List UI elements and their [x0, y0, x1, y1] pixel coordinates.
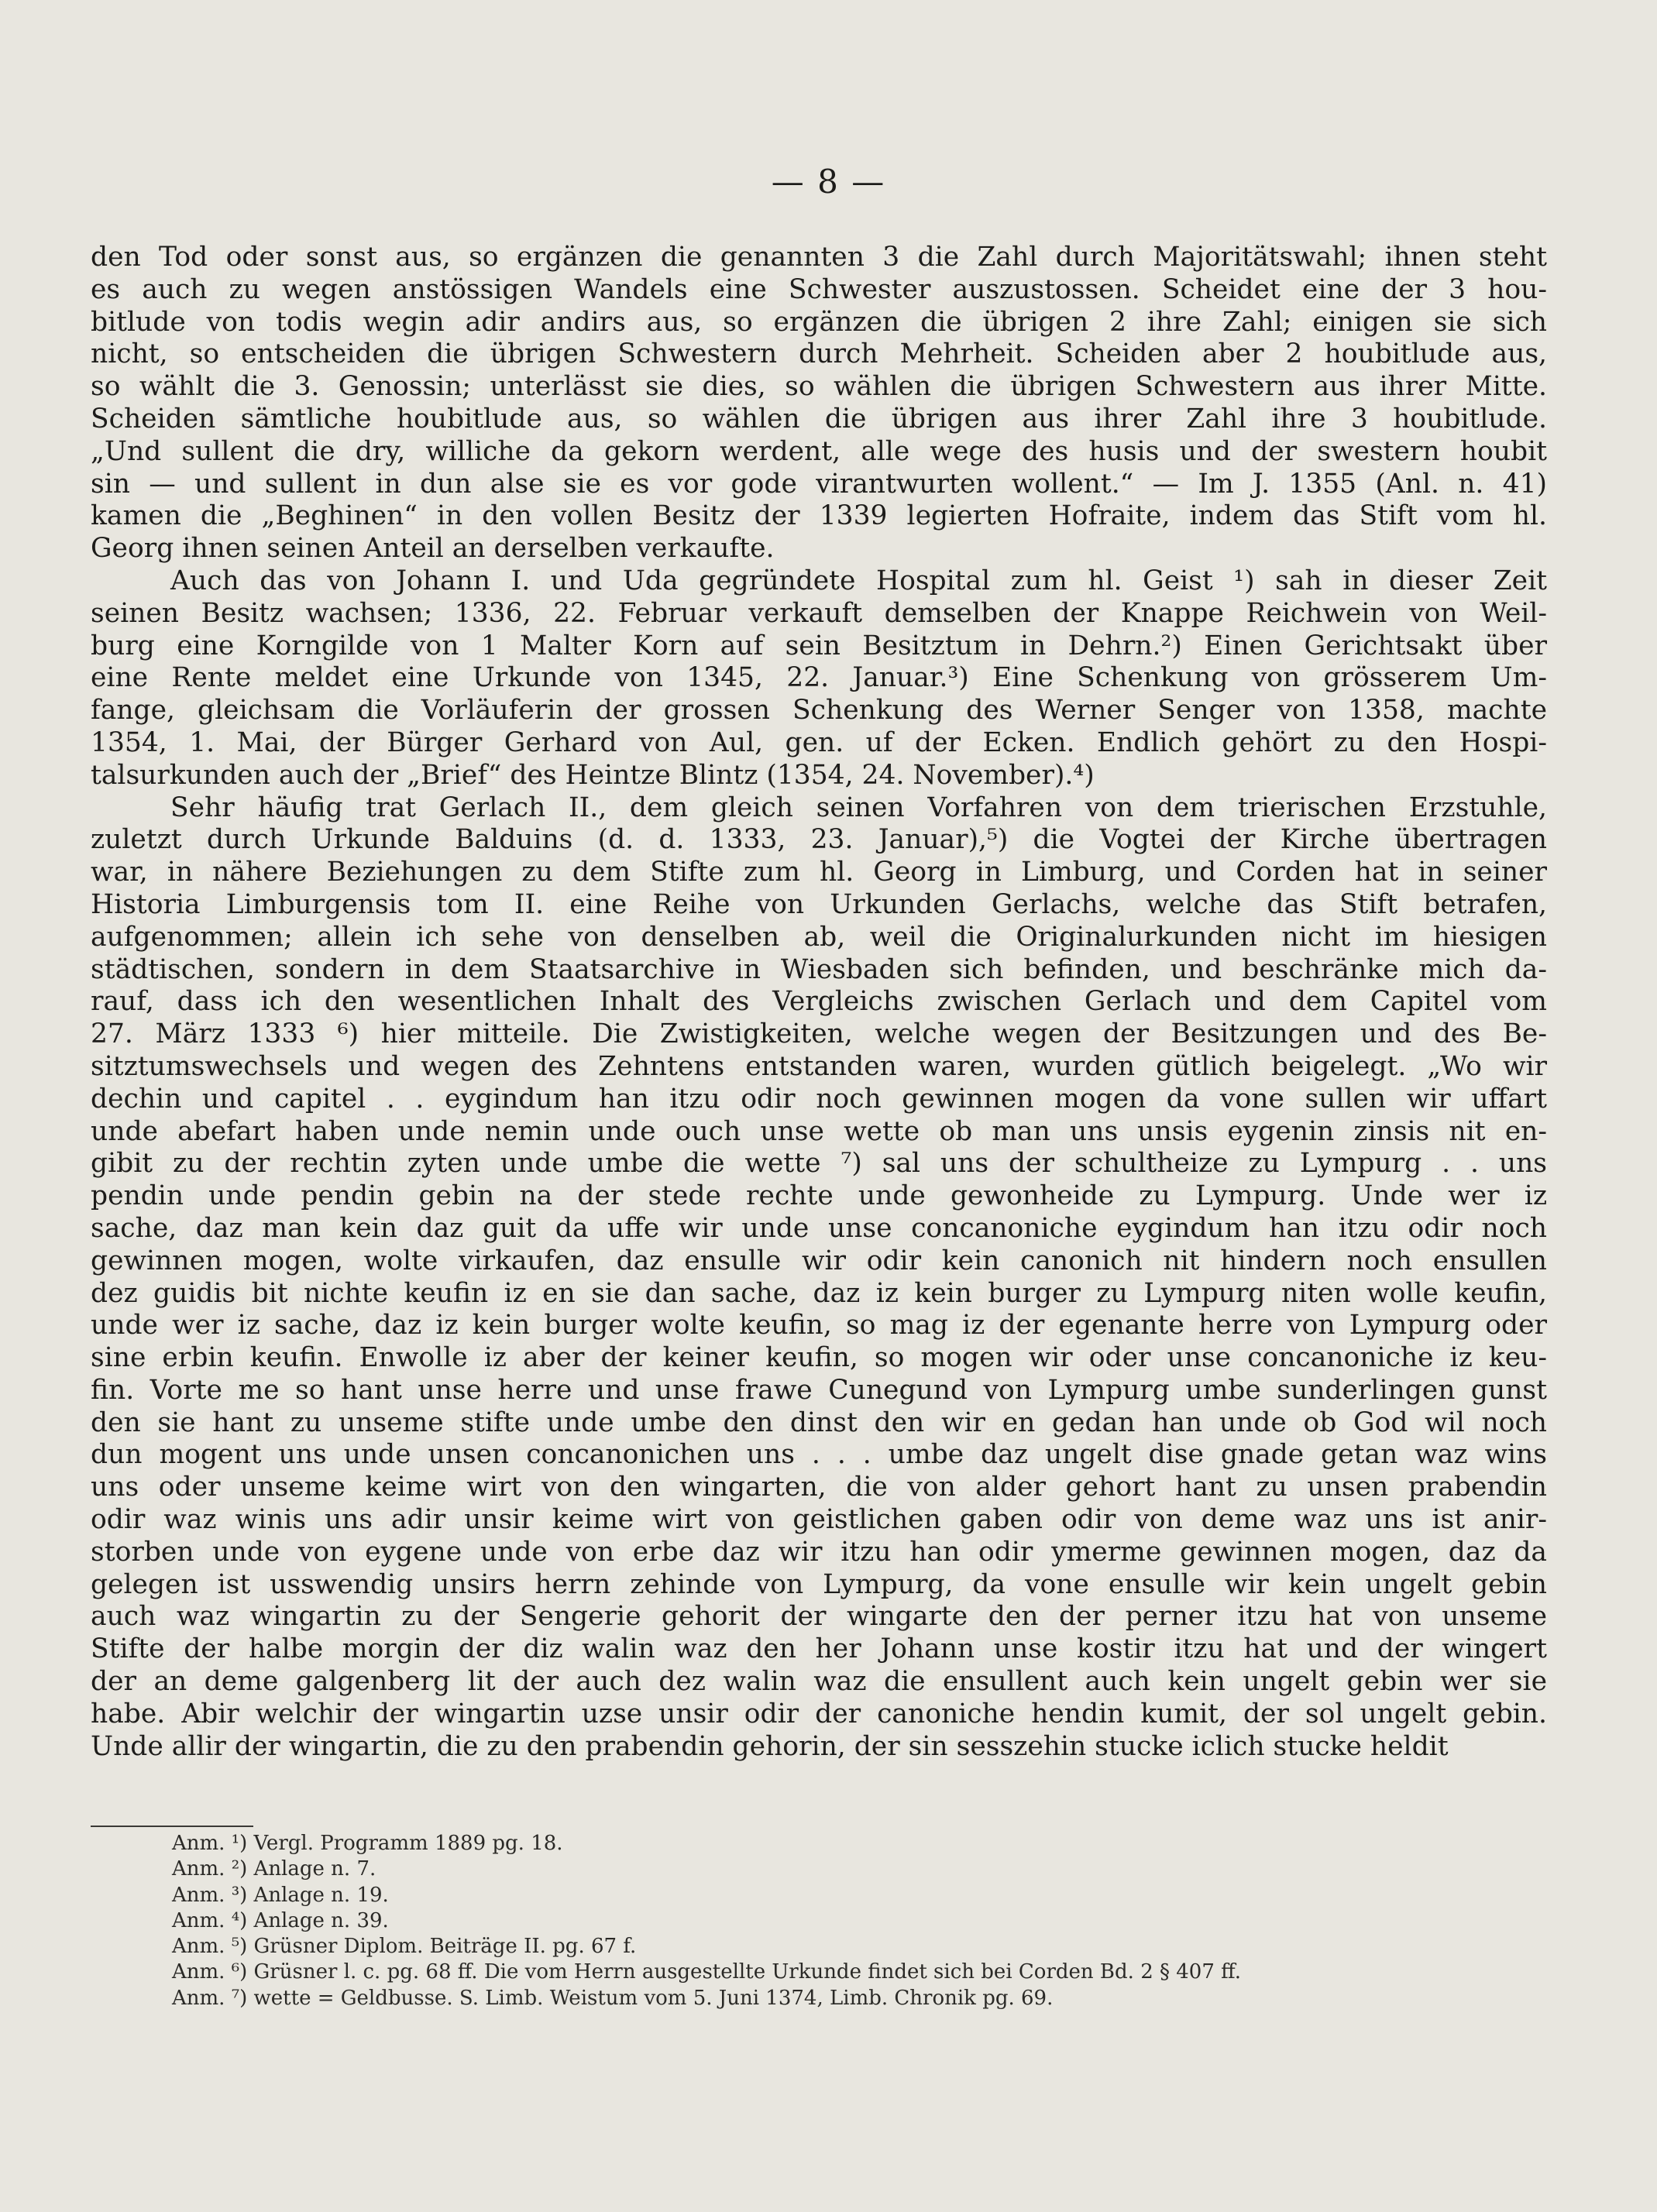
text-line: unde wer iz sache, daz iz kein burger wolte keufin, so mag iz der egenante herre von Lympurg oder	[91, 1310, 1547, 1341]
footnote: Anm. ⁶) Grüsner l. c. pg. 68 ff. Die vom Herrn ausgestellte Urkunde findet sich bei Corden Bd. 2 § 407 ff.	[172, 1960, 1241, 1984]
text-line: uns oder unseme keime wirt von den wingarten, die von alder gehort hant zu unsen prabendin	[91, 1472, 1547, 1503]
page-number: — 8 —	[771, 163, 886, 201]
text-line: sache, daz man kein daz guit da uffe wir unde unse concanoniche eygindum han itzu odir noch	[91, 1212, 1547, 1244]
text-line: odir waz winis uns adir unsir keime wirt von geistlichen gaben odir von deme waz uns ist anir-	[91, 1504, 1547, 1536]
paragraph	[91, 242, 1547, 565]
text-line: Stifte der halbe morgin der diz walin waz den her Johann unse kostir itzu hat und der wingert	[91, 1633, 1547, 1665]
text-line: kamen die „Beghinen“ in den vollen Besitz der 1339 legierten Hofraite, indem das Stift vom hl.	[91, 500, 1547, 532]
text-line: storben unde von eygene unde von erbe daz wir itzu han odir ymerme gewinnen mogen, daz da	[91, 1536, 1547, 1568]
text-line: Unde allir der wingartin, die zu den prabendin gehorin, der sin sesszehin stucke iclich stucke heldit	[91, 1730, 1449, 1762]
text-line: seinen Besitz wachsen; 1336, 22. Februar verkauft demselben der Knappe Reichwein von Weil-	[91, 597, 1547, 629]
text-line: so wählt die 3. Genossin; unterlässt sie dies, so wählen die übrigen Schwestern aus ihrer Mitte.	[91, 371, 1547, 403]
text-line: fin. Vorte me so hant unse herre und unse frawe Cunegund von Lympurg umbe sunderlingen gunst	[91, 1374, 1547, 1406]
text-line: bitlude von todis wegin adir andirs aus, so ergänzen die übrigen 2 ihre Zahl; einigen sie sich	[91, 306, 1547, 338]
footnote: Anm. ¹) Vergl. Programm 1889 pg. 18.	[172, 1832, 563, 1855]
text-line: nicht, so entscheiden die übrigen Schwestern durch Mehrheit. Scheiden aber 2 houbitlude aus,	[91, 338, 1547, 370]
text-line: Georg ihnen seinen Anteil an derselben verkaufte.	[91, 533, 775, 565]
footnote-divider	[91, 1826, 253, 1827]
text-line: talsurkunden auch der „Brief“ des Heintze Blintz (1354, 24. November).⁴)	[91, 759, 1095, 791]
text-line: aufgenommen; allein ich sehe von denselben ab, weil die Originalurkunden nicht im hiesigen	[91, 921, 1547, 953]
footnote: Anm. ⁵) Grüsner Diplom. Beiträge II. pg. 67 f.	[172, 1935, 637, 1959]
text-line: unde abefart haben unde nemin unde ouch unse wette ob man uns unsis eygenin zinsis nit en-	[91, 1115, 1547, 1147]
text-line: Sehr häufig trat Gerlach II., dem gleich seinen Vorfahren von dem trierischen Erzstuhle,	[170, 792, 1547, 823]
text-line: „Und sullent die dry, williche da gekorn werdent, alle wege des husis und der swestern houbit	[91, 435, 1547, 467]
text-line: Scheiden sämtliche houbitlude aus, so wählen die übrigen aus ihrer Zahl ihre 3 houbitlude.	[91, 403, 1547, 434]
text-line: dun mogent uns unde unsen concanonichen uns . . . umbe daz ungelt dise gnade getan waz wins	[91, 1439, 1547, 1471]
footnote: Anm. ⁴) Anlage n. 39.	[172, 1908, 389, 1932]
text-line: pendin unde pendin gebin na der stede rechte unde gewonheide zu Lympurg. Unde wer iz	[91, 1180, 1547, 1212]
text-line: städtischen, sondern in dem Staatsarchive in Wiesbaden sich befinden, und beschränke mich da-	[91, 953, 1547, 985]
text-line: burg eine Korngilde von 1 Malter Korn auf sein Besitztum in Dehrn.²) Einen Gerichtsakt über	[91, 630, 1547, 661]
text-line: 1354, 1. Mai, der Bürger Gerhard von Aul, gen. uf der Ecken. Endlich gehört zu den Hospi-	[91, 726, 1547, 758]
footnote: Anm. ³) Anlage n. 19.	[172, 1883, 389, 1907]
text-line: dechin und capitel . . eygindum han itzu odir noch gewinnen mogen da vone sullen wir uffart	[91, 1083, 1547, 1115]
footnotes	[172, 1831, 1551, 2011]
text-line: Auch das von Johann I. und Uda gegründete Hospital zum hl. Geist ¹) sah in dieser Zeit	[170, 565, 1547, 596]
footnote: Anm. ⁷) wette = Geldbusse. S. Limb. Weistum vom 5. Juni 1374, Limb. Chronik pg. 69.	[172, 1986, 1054, 2010]
text-line: habe. Abir welchir der wingartin uzse unsir odir der canoniche hendin kumit, der sol ungelt gebin.	[91, 1698, 1547, 1729]
text-line: zuletzt durch Urkunde Balduins (d. d. 1333, 23. Januar),⁵) die Vogtei der Kirche übertragen	[91, 824, 1547, 856]
footnote: Anm. ²) Anlage n. 7.	[172, 1857, 376, 1881]
text-line: fange, gleichsam die Vorläuferin der grossen Schenkung des Werner Senger von 1358, machte	[91, 695, 1547, 726]
paragraph	[91, 565, 1547, 792]
text-line: eine Rente meldet eine Urkunde von 1345, 22. Januar.³) Eine Schenkung von grösserem Um-	[91, 662, 1547, 694]
text-line: dez guidis bit nichte keufin iz en sie dan sache, daz iz kein burger zu Lympurg niten wolle keufin,	[91, 1277, 1547, 1309]
text-line: rauf, dass ich den wesentlichen Inhalt des Vergleichs zwischen Gerlach und dem Capitel vom	[91, 986, 1547, 1018]
text-line: Historia Limburgensis tom II. eine Reihe von Urkunden Gerlachs, welche das Stift betrafen,	[91, 888, 1547, 920]
text-line: der an deme galgenberg lit der auch dez walin waz die ensullent auch kein ungelt gebin wer sie	[91, 1666, 1547, 1698]
text-line: gelegen ist usswendig unsirs herrn zehinde von Lympurg, da vone ensulle wir kein ungelt gebin	[91, 1568, 1547, 1600]
text-line: sine erbin keufin. Enwolle iz aber der keiner keufin, so mogen wir oder unse concanoniche iz keu-	[91, 1342, 1547, 1374]
text-line: sin — und sullent in dun alse sie es vor gode virantwurten wollent.“ — Im J. 1355 (Anl. n. 41)	[91, 468, 1547, 500]
body-text	[91, 242, 1547, 1763]
text-line: gewinnen mogen, wolte virkaufen, daz ensulle wir odir kein canonich nit hindern noch ensullen	[91, 1245, 1547, 1276]
text-line: gibit zu der rechtin zyten unde umbe die wette ⁷) sal uns der schultheize zu Lympurg . . uns	[91, 1148, 1547, 1180]
text-line: sitztumswechsels und wegen des Zehntens entstanden waren, wurden gütlich beigelegt. „Wo wir	[91, 1050, 1547, 1082]
text-line: 27. März 1333 ⁶) hier mitteile. Die Zwistigkeiten, welche wegen der Besitzungen und des Be-	[91, 1018, 1547, 1050]
paragraph	[91, 792, 1547, 1764]
text-line: es auch zu wegen anstössigen Wandels eine Schwester auszustossen. Scheidet eine der 3 hou-	[91, 273, 1547, 305]
text-line: war, in nähere Beziehungen zu dem Stifte zum hl. Georg in Limburg, und Corden hat in seiner	[91, 857, 1547, 888]
text-line: auch waz wingartin zu der Sengerie gehorit der wingarte den der perner itzu hat von unseme	[91, 1601, 1547, 1633]
text-line: den sie hant zu unseme stifte unde umbe den dinst den wir en gedan han unde ob God wil noch	[91, 1407, 1547, 1438]
text-line: den Tod oder sonst aus, so ergänzen die genannten 3 die Zahl durch Majoritätswahl; ihnen steht	[91, 242, 1547, 273]
